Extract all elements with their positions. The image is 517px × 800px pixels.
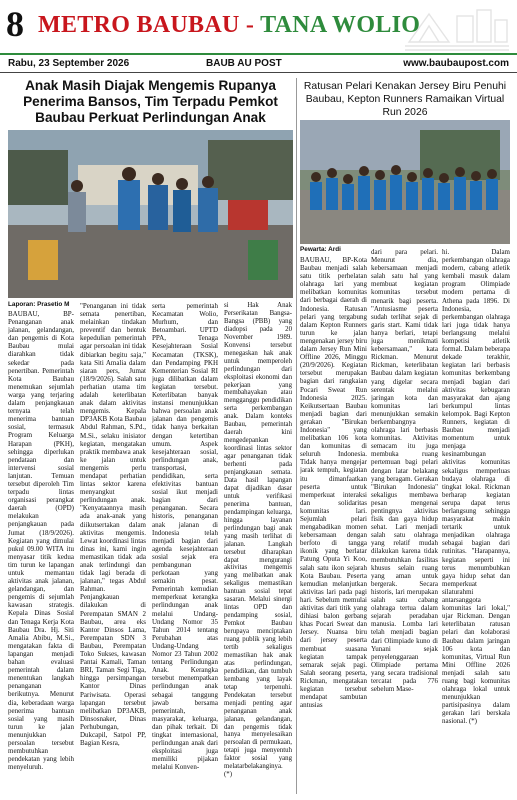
street-scene-image	[8, 130, 293, 298]
edition-date: Rabu, 23 September 2026	[8, 58, 130, 69]
dateline	[0, 55, 517, 72]
left-article-photo	[8, 130, 293, 298]
left-article-column-1: BAUBAU, BP-Penanganan anak jalanan, gelandangan, dan pengemis di Kota Baubau mulai diarahkan tidak sekedar pada penertiban. Pemerintah Kota Baubau menemukan sejumlah warga yang terjaring dalam penjangkauan ternyata telah menerima bantuan sosial, termasuk Program Keluarga Harapan (PKH), sehingga diperlukan pendataan dan intervensi sosial lanjutan. Temuan tersebut diperoleh Tim terpadu lintas organisasi perangkat daerah (OPD) melakukan penjangkauan pada Jumat (18/9/2026). Kegiatan yang dimulai pukul 09.00 WITA itu menyasar titik kedua tim turun ke lapangan untuk memantau aktivitas anak jalanan, gelandangan, dan pengemis di sejumlah kawasan strategis. Kepala Dinas Sosial dan Tenaga Kerja Kota Baubau Dra. Hj. Siti Amalia Abibu, M.Si., mengatakan fakta di lapangan menjadi bahan evaluasi pemerintah dalam menentukan langkah penanganan berikutnya. Menurut dia, keberadaan warga penerima bantuan sosial yang masih turun ke jalan menunjukkan persoalan tersebut membutuhkan pendekatan yang lebih menyeluruh.	[8, 310, 74, 772]
publication-name: BAUB AU POST	[206, 58, 282, 69]
right-article-photo	[300, 120, 510, 244]
header-rule-bottom	[0, 72, 517, 73]
column-divider	[296, 78, 297, 794]
section-title	[38, 12, 420, 38]
right-article-column-3: hi. Dalam perkembangan olahraga modern, cabang atletik kembali masuk dalam program Olimpiade modern pertama di Athena pada 1896. Di Indonesia, perkembangan olahraga lari juga tidak hanya berlangsung melalui kompetisi atletik formal. Dalam beberapa dekade terakhir, kegiatan lari berbasis komunitas berkembang menjadi bagian dari aktivitas kebugaran masyarakat dan ajang berkumpul lintas kelompok. Bagi Kepton Runners, kegiatan di Baubau menjadi momentum untuk menjaga kesinambungan aktivitas komunitas sekaligus memperluas budaya olahraga di tingkat lokal. Rickman berharap kegiatan serupa dapat terus berlangsung sehingga masyarakat makin tertarik untuk menjadikan olahraga sebagai bagian dari rutinitas. "Harapannya, kegiatan seperti ini terus menumbuhkan gaya hidup sehat dan memperkuat silaturahmi antarsanggota komunitas lari lokal," ujar Rickman. Dengan keterlibatan ratusan pelari dan kolaborasi Baubau dalam jaringan 106 kota dan komunitas, Virtual Run Mini Offline 2026 menjadi salah satu ruang bagi komunitas olahraga lokal untuk menunjukkan partisipasinya dalam gerakan lari berskala nasional. (*)	[442, 248, 510, 726]
website-url: www.baubaupost.com	[403, 58, 509, 69]
runners-group-image	[300, 120, 510, 244]
right-article-headline: Ratusan Pelari Kenakan Jersey Biru Penuhi Baubau, Kepton Runners Ramaikan Virtual Run 2026	[303, 81, 507, 118]
section-title-part1: METRO BAUBAU	[38, 12, 240, 38]
right-photo-caption: Pewarta: Ardi	[300, 246, 341, 253]
right-article-column-1: BAUBAU, BP-Kota Baubau menjadi salah satu titik perhelatan olahraga lari yang melibatkan komunitas dari berbagai daerah di Indonesia. Ratusan pelari yang tergabung dalam Kepton Runners turun ke jalan mengenakan jersey biru dalam Jersey Run Mini Offline 2026, Minggu (20/9/2026). Kegiatan tersebut merupakan bagian dari rangkaian Pocari Sweat Run Indonesia 2025. Keikutsertaan Baubau menjadi bagian dari gerakan "Birukan Indonesia" yang melibatkan 106 kota dan komunitas di seluruh Indonesia. Tidak hanya mengejar jarak tempuh, kegiatan itu dimanfaatkan peserta untuk memperkuat interaksi dan solidaritas komunitas lari. Sejumlah pelari mengabadikan momen kebersamaan dengan berfoto di tangga ikonik yang berlatar Patung Oputa Yi Koo, salah satu ikon sejarah Kota Baubau. Peserta kemudian melanjutkan aktivitas lari pada pagi hari. Sebelum memulai aktivitas dari titik yang dihiasi balon gerbang khas Pocari Sweat dan Jersey. Nuansa biru dari jersey peserta membuat suasana kegiatan tampak semarak sejak pagi. Salah seorang peserta, Rickman, mengatakan kegiatan tersebut mendapat sambutan antusias	[300, 256, 367, 710]
section-title-part2: TANA WOLIO	[260, 12, 421, 38]
section-title-separator: -	[239, 12, 261, 38]
left-article-column-4: si Hak Anak Perserikatan Bangsa-Bangsa (PBB) yang diadopsi pada 20 November 1989. Konvensi tersebut menegaskan hak anak untuk memperoleh perlindungan dari eksploitasi ekonomi dan pekerjaan yang membahayakan atau mengganggu pendidikan serta perkembangan anak. Dalam konteks Baubau, pemerintah daerah kini mengedepankan koordinasi lintas sektor agar penanganan tidak berhenti pada penjangkauan semata. Data hasil lapangan dapat dijadikan dasar untuk verifikasi penerima bantuan, pendampingan keluarga, hingga layanan perlindungan bagi anak yang masih terlihat di jalanan. Langkah tersebut diharapkan dapat mengurangi aktivitas mengemis yang melibatkan anak sekaligus memastikan bantuan sosial tepat sasaran. Melalui sinergi lintas OPD dan pendamping sosial, Pemkot Baubau berupaya menciptakan ruang publik yang lebih tertib sekaligus memastikan hak anak atas perlindungan, pendidikan, dan tumbuh kembang yang layak tetap terpenuhi. Pendekatan tersebut menjadi penting agar penanganan anak jalanan, gelandangan, dan pengemis tidak hanya menyelesaikan persoalan di permukaan, tetapi juga menyentuh faktor sosial yang melatarbelakanginya. (*)	[224, 302, 292, 779]
left-article-headline: Anak Masih Diajak Mengemis Rupanya Penerima Bansos, Tim Terpadu Pemkot Baubau Perkuat Perlindungan Anak	[23, 78, 278, 125]
left-photo-caption: Laporan: Prasetio M	[8, 301, 70, 308]
baubau-logo-watermark-icon	[401, 2, 513, 54]
page-number: 8	[6, 4, 24, 44]
left-article-column-2: "Penanganan ini tidak semata penertiban, melainkan tindakan preventif dan bentuk kepedulian pemerintah agar persoalan ini tidak dibiarkan begitu saja," kata Siti Amalia dalam siaran pers, Jumat (18/9/2026). Salah satu perhatian utama tim adalah keterlibatan anak dalam aktivitas mengemis. Kepala DP3AKB Kota Baubau Abdul Rahman, S.Pd., M.Si., selaku inisiator kegiatan, mengatakan praktik membawa anak ke jalan untuk mengemis perlu mendapat perhatian lintas sektor karena menyangkut perlindungan anak. "Kenyataannya masih ada anak-anak yang diikutsertakan dalam aktivitas mengemis. Lewat koordinasi lintas dinas ini, kami ingin memastikan tidak ada anak terlindungi dan tidak lagi berada di jalanan," tegas Abdul Rahman. Penjangkauan dilakukan di Perempatan SMAN 2 Baubau, area eks Kantor Dinsos Lama, Perempatan SDN 3 Baubau, Perempatan Toko Sukses, kawasan Pantai Kamali, Taman BRI, Taman Segi Tiga, hingga persimpangan Kantor Dinas Pariwisata. Operasi lapangan tersebut melibatkan DP3AKB, Dinsosnaker, Dinas Perhubungan, Dukcapil, Satpol PP, Bagian Kesra,	[80, 302, 146, 748]
right-article-column-2: dari para pelari. Menurut dia, kebersamaan menjadi salah satu hal yang membuat kegiatan komunitas tersebut menarik bagi peserta. "Antusiasme peserta sudah terlihat sejak di garis start. Kami tidak hanya berlari, tetapi juga menikmati kebersamaan," kata Rickman. Menurut Rickman, keterlibatan Baubau dalam kegiatan yang digelar secara serentak melalui jaringan kota dan komunitas lari menunjukkan semakin berkembangnya olahraga lari berbasis komunitas. Aktivitas semacam itu juga membuka ruang pertemuan bagi pelari dengan latar belakang yang beragam. Gerakan "Birukan Indonesia" sekaligus membawa pesan mengenai pentingnya aktivitas fisik dan gaya hidup sehat. Lari menjadi salah satu olahraga yang relatif mudah dilakukan karena tidak membutuhkan fasilitas khusus selain ruang yang aman untuk bergerak. Secara historis, lari merupakan salah satu cabang olahraga tertua dalam sejarah peradaban manusia. Lomba lari telah menjadi bagian dari Olimpiade kuno di Yunani sejak penyelenggaraan Olimpiade pertama yang secara tradisional tercatat pada 776 sebelum Mase-	[371, 248, 438, 694]
left-article-column-3: serta pemerintah Kecamatan Wolio, Murhum, dan Betoambari. UPTD PPA, Tenaga Kesejahteraan Sosial Kecamatan (TKSK), dan Pendamping PKH Kementerian Sosial RI juga dilibatkan dalam kegiatan tersebut. Keterlibatan banyak instansi menunjukkan bahwa persoalan anak jalanan dan pengemis tidak hanya berkaitan dengan ketertiban umum. Aspek kesejahteraan sosial, perlindungan anak, transportasi, pendidikan, serta efektivitas bantuan sosial ikut menjadi bagian dari penanganan. Secara historis, penanganan anak jalanan di Indonesia telah menjadi bagian dari agenda kesejahteraan sosial sejak era pembangunan perkotaan yang semakin pesat. Pemerintah kemudian memperkuat kerangka perlindungan anak melalui Undang-Undang Nomor 35 Tahun 2014 tentang Perubahan atas Undang-Undang Nomor 23 Tahun 2002 tentang Perlindungan Anak. Kerangka tersebut menempatkan perlindungan anak sebagai tanggung jawab bersama pemerintah, masyarakat, keluarga, dan pihak terkait. Di tingkat internasional, perlindungan anak dari eksploitasi juga memiliki pijakan melalui Konven-	[152, 302, 218, 772]
